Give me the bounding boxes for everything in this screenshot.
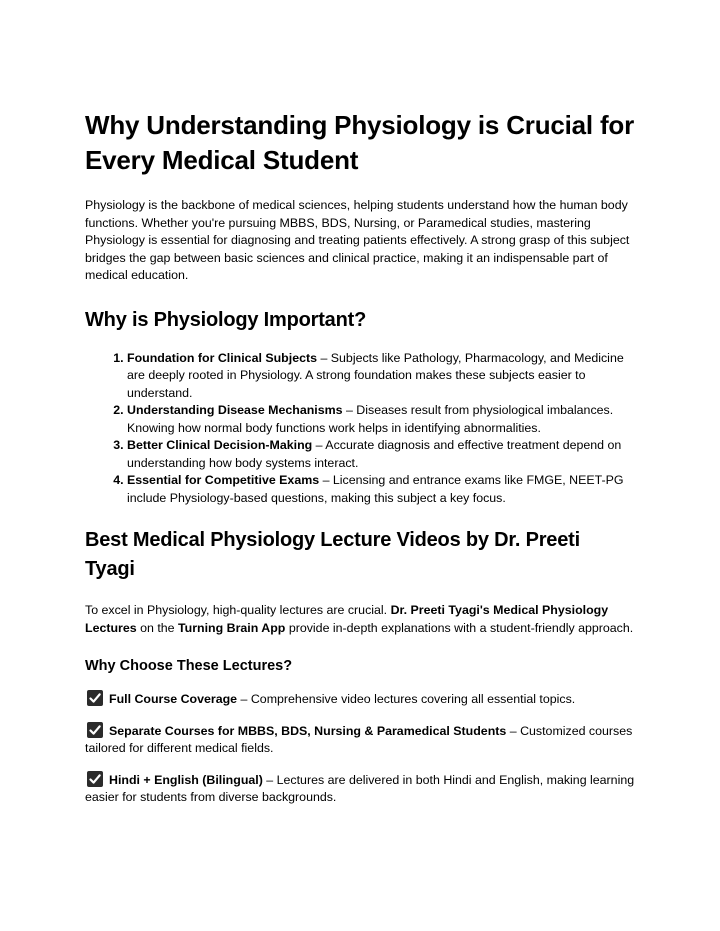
importance-list xyxy=(85,350,635,508)
feature-item xyxy=(85,771,635,807)
list-item-text: – Subjects like Pathology, Pharmacology, and Medicine are deeply rooted in Physiology. A strong foundation makes these subjects easier to understand. xyxy=(127,350,624,400)
list-item-title: Foundation for Clinical Subjects xyxy=(127,350,317,365)
section-heading-importance: Why is Physiology Important? xyxy=(85,308,367,331)
intro-paragraph: Physiology is the backbone of medical sciences, helping students understand how the human body functions. Whether you're pursuing MBBS, BDS, Nursing, or Paramedical studies, mastering Physiology is essential for diagnosing and treating patients effectively. A strong grasp of this subject bridges the gap between basic sciences and clinical practice, making it an indispensable part of medical education. xyxy=(85,198,630,282)
list-item xyxy=(127,350,635,403)
page-title: Why Understanding Physiology is Crucial for Every Medical Student xyxy=(85,110,635,175)
feature-item xyxy=(85,722,635,758)
paragraph-text: on the xyxy=(136,620,178,635)
feature-text: – Comprehensive video lectures covering all essential topics. xyxy=(237,692,576,706)
feature-title: Separate Courses for MBBS, BDS, Nursing & Paramedical Students xyxy=(109,723,507,738)
document-content xyxy=(85,108,635,807)
list-item-text: – Diseases result from physiological imbalances. Knowing how normal body functions work helps in identifying abnormalities. xyxy=(127,403,614,435)
list-item xyxy=(127,472,635,507)
list-item xyxy=(127,437,635,472)
paragraph-text: provide in-depth explanations with a student-friendly approach. xyxy=(285,620,634,635)
list-item-title: Essential for Competitive Exams xyxy=(127,473,320,487)
list-item-text: – Accurate diagnosis and effective treatment depend on understanding how body systems interact. xyxy=(127,438,622,470)
check-mark-icon xyxy=(87,690,103,706)
list-item-title: Better Clinical Decision-Making xyxy=(127,438,313,452)
section-heading-why-choose: Why Choose These Lectures? xyxy=(85,658,293,674)
section-heading-lectures: Best Medical Physiology Lecture Videos by Dr. Preeti Tyagi xyxy=(85,529,580,580)
list-item-title: Understanding Disease Mechanisms xyxy=(127,403,343,417)
check-mark-icon xyxy=(87,722,103,738)
list-item-text: – Licensing and entrance exams like FMGE, NEET-PG include Physiology-based questions, making this subject a key focus. xyxy=(127,473,624,505)
feature-text: – Lectures are delivered in both Hindi and English, making learning easier for students from diverse backgrounds. xyxy=(85,772,635,804)
lecture-series-name: Dr. Preeti Tyagi's Medical Physiology Lectures xyxy=(85,603,609,635)
paragraph-text: To excel in Physiology, high-quality lectures are crucial. xyxy=(85,603,391,617)
feature-title: Hindi + English (Bilingual) xyxy=(109,772,263,787)
lectures-paragraph xyxy=(85,602,635,637)
feature-text: – Customized courses tailored for different medical fields. xyxy=(85,723,633,755)
app-name: Turning Brain App xyxy=(178,620,286,635)
check-mark-icon xyxy=(87,771,103,787)
feature-item xyxy=(85,690,635,709)
list-item xyxy=(127,402,635,437)
feature-title: Full Course Coverage xyxy=(109,692,238,706)
